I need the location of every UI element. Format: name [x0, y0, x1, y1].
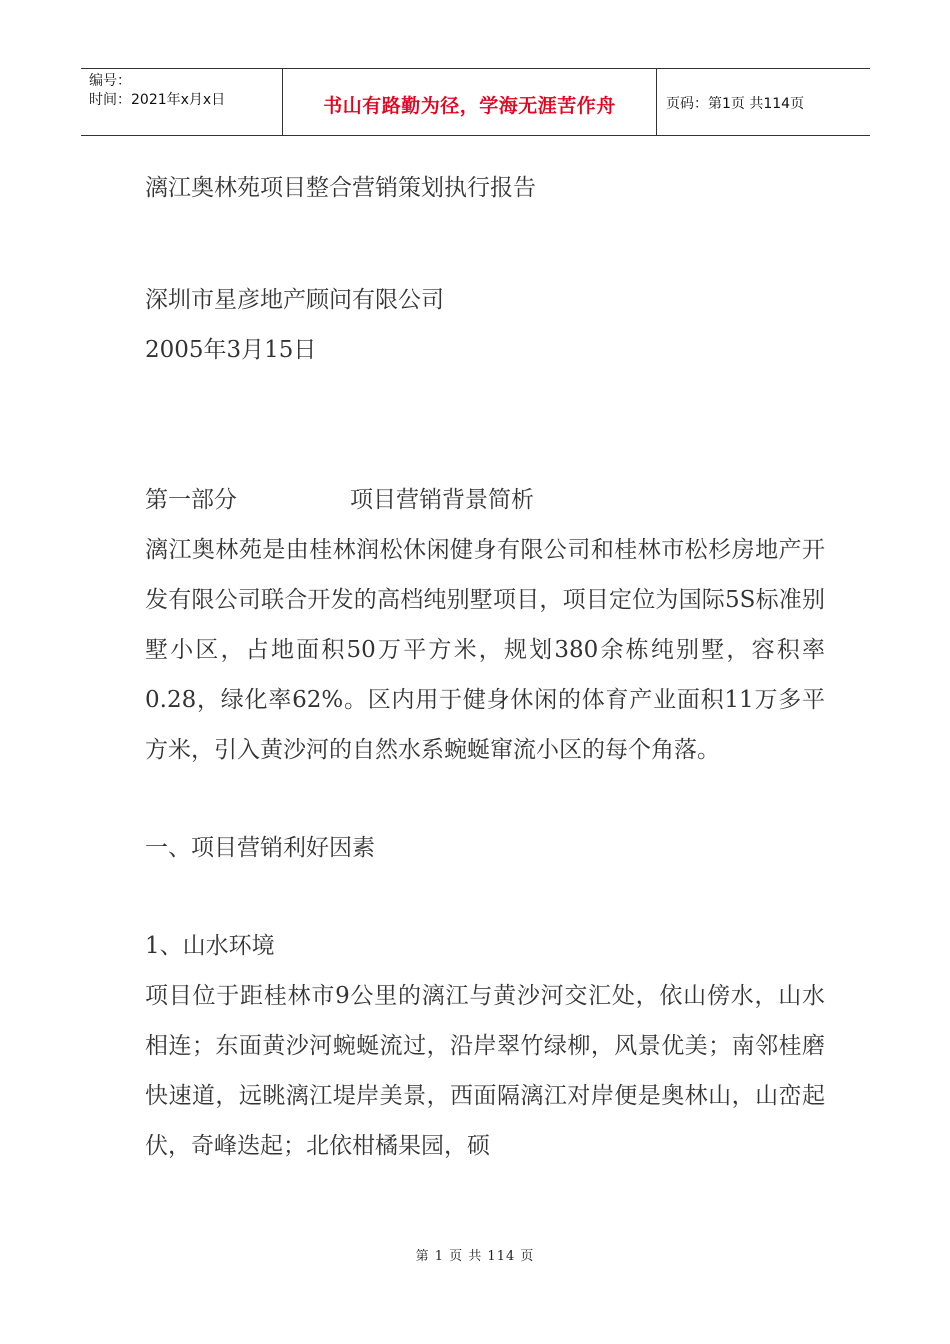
header-page-info: 页码：第1页 共114页: [666, 96, 805, 112]
part-heading: [145, 475, 825, 525]
document-date: 2005年3月15日: [145, 337, 317, 363]
part-number: 第一部分: [145, 487, 237, 513]
page-footer: 第 1 页 共 114 页: [415, 1249, 535, 1264]
part-title: 项目营销背景简析: [350, 487, 534, 513]
document-body: [145, 170, 825, 1171]
document-number-label: 编号：: [89, 73, 131, 89]
header-meta-cell: [81, 69, 283, 135]
subsection-paragraph: 项目位于距桂林市9公里的漓江与黄沙河交汇处，依山傍水，山水相连；东面黄沙河蜿蜒流过，沿岸翠竹绿柳，风景优美；南邻桂磨快速道，远眺漓江堤岸美景，西面隔漓江对岸便是奥林山，山峦起伏，奇峰迭起；北依柑橘果园，硕: [145, 983, 825, 1159]
header-table: [81, 68, 870, 136]
document-time-label: 时间：2021年x月x日: [89, 92, 226, 108]
subsection-heading: 1、山水环境: [145, 933, 275, 959]
document-title: 漓江奥林苑项目整合营销策划执行报告: [145, 175, 536, 201]
intro-paragraph: 漓江奥林苑是由桂林润松休闲健身有限公司和桂林市松杉房地产开发有限公司联合开发的高档纯别墅项目，项目定位为国际5S标准别墅小区，占地面积50万平方米，规划380余栋纯别墅，容积率0.28，绿化率62%。区内用于健身休闲的体育产业面积11万多平方米，引入黄沙河的自然水系蜿蜒窜流小区的每个角落。: [145, 537, 825, 763]
header-motto: 书山有路勤为径，学海无涯苦作舟: [283, 69, 657, 135]
company-name: 深圳市星彦地产顾问有限公司: [145, 287, 444, 313]
section-heading: 一、项目营销利好因素: [145, 835, 375, 861]
